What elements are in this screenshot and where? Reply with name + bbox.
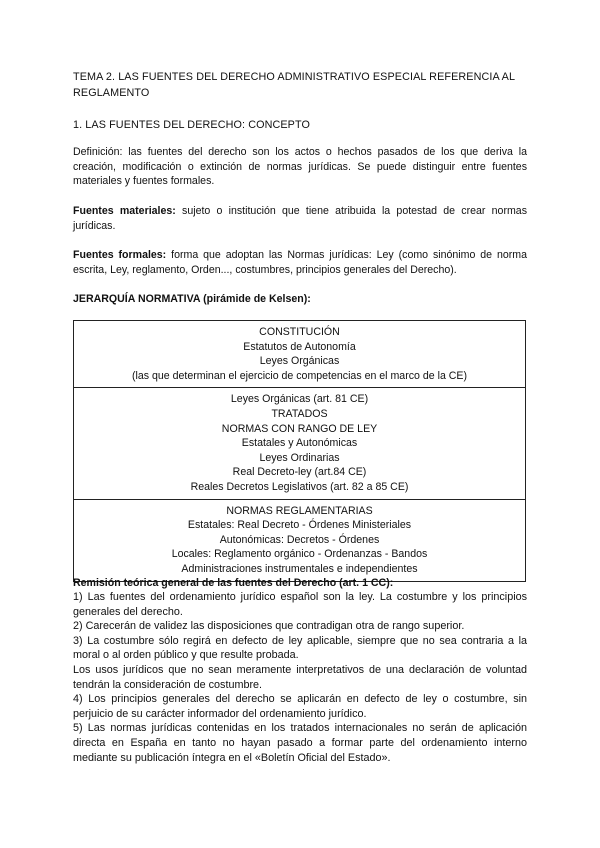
definition-paragraph: Definición: las fuentes del derecho son los actos o hechos pasados de los que deriva la creación, modificación o extinción de normas jurídicas. Se puede distinguir entre fuentes materiales y fuentes formales. — [73, 146, 527, 188]
fuentes-materiales-paragraph — [73, 204, 527, 233]
kelsen-line: NORMAS REGLAMENTARIAS — [226, 504, 373, 517]
remision-item: 5) Las normas jurídicas contenidas en los tratados internacionales no serán de aplicación directa en España en tanto no hayan pasado a formar parte del ordenamiento interno mediante su publicación íntegra en el «Boletín Oficial del Estado». — [73, 722, 527, 764]
kelsen-line: Locales: Reglamento orgánico - Ordenanzas - Bandos — [171, 548, 428, 561]
fuentes-formales-text: forma que adoptan las Normas jurídicas: Ley (como sinónimo de norma escrita, Ley, reglamento, Orden..., costumbres, principios generales del Derecho). — [73, 249, 527, 276]
kelsen-line: Leyes Orgánicas (art. 81 CE) — [230, 393, 369, 406]
remision-item: 2) Carecerán de validez las disposiciones que contradigan otra de rango superior. — [73, 620, 465, 633]
remision-item: Los usos jurídicos que no sean meramente interpretativos de una declaración de voluntad tendrán la consideración de costumbre. — [73, 663, 527, 691]
kelsen-line: NORMAS CON RANGO DE LEY — [221, 422, 378, 435]
remision-item: 1) Las fuentes del ordenamiento jurídico español son la ley. La costumbre y los principios generales del derecho. — [73, 591, 527, 618]
kelsen-row-reglamentarias — [74, 499, 525, 581]
section-heading: 1. LAS FUENTES DEL DERECHO: CONCEPTO — [73, 119, 310, 131]
fuentes-formales-paragraph — [73, 248, 527, 277]
kelsen-line: Autonómicas: Decretos - Órdenes — [219, 533, 380, 546]
remision-item: 3) La costumbre sólo regirá en defecto de ley aplicable, siempre que no sea contraria a la moral o al orden público y que resulte probada. — [73, 634, 527, 662]
remision-list — [73, 590, 527, 765]
kelsen-line: Leyes Orgánicas — [259, 355, 340, 368]
fuentes-formales-label: Fuentes formales: — [73, 249, 167, 261]
kelsen-line: TRATADOS — [271, 407, 328, 420]
kelsen-row-leyes — [74, 387, 525, 498]
remision-heading: Remisión teórica general de las fuentes del Derecho (art. 1 CC): — [73, 577, 394, 589]
kelsen-line: (las que determinan el ejercicio de competencias en el marco de la CE) — [131, 369, 468, 382]
kelsen-line: Real Decreto-ley (art.84 CE) — [232, 466, 367, 479]
kelsen-line: Leyes Ordinarias — [259, 451, 340, 464]
jerarquia-heading: JERARQUÍA NORMATIVA (pirámide de Kelsen): — [73, 293, 311, 305]
kelsen-line: Estatales y Autonómicas — [241, 437, 358, 450]
kelsen-line: CONSTITUCIÓN — [259, 326, 340, 338]
kelsen-line: Administraciones instrumentales e independientes — [181, 562, 418, 575]
document-title: TEMA 2. LAS FUENTES DEL DERECHO ADMINISTRATIVO ESPECIAL REFERENCIA AL REGLAMENTO — [73, 71, 515, 99]
kelsen-line: Reales Decretos Legislativos (art. 82 a 85 CE) — [190, 480, 409, 493]
remision-item: 4) Los principios generales del derecho se aplicarán en defecto de ley o costumbre, sin perjuicio de su carácter informador del ordenamiento jurídico. — [73, 693, 527, 720]
fuentes-materiales-text: sujeto o institución que tiene atribuida la potestad de crear normas jurídicas. — [73, 205, 527, 232]
fuentes-materiales-label: Fuentes materiales: — [73, 205, 176, 217]
kelsen-row-constitucion — [74, 321, 525, 387]
kelsen-line: Estatutos de Autonomía — [243, 340, 356, 353]
kelsen-pyramid-table — [73, 320, 526, 582]
kelsen-line: Estatales: Real Decreto - Órdenes Ministeriales — [187, 519, 412, 532]
